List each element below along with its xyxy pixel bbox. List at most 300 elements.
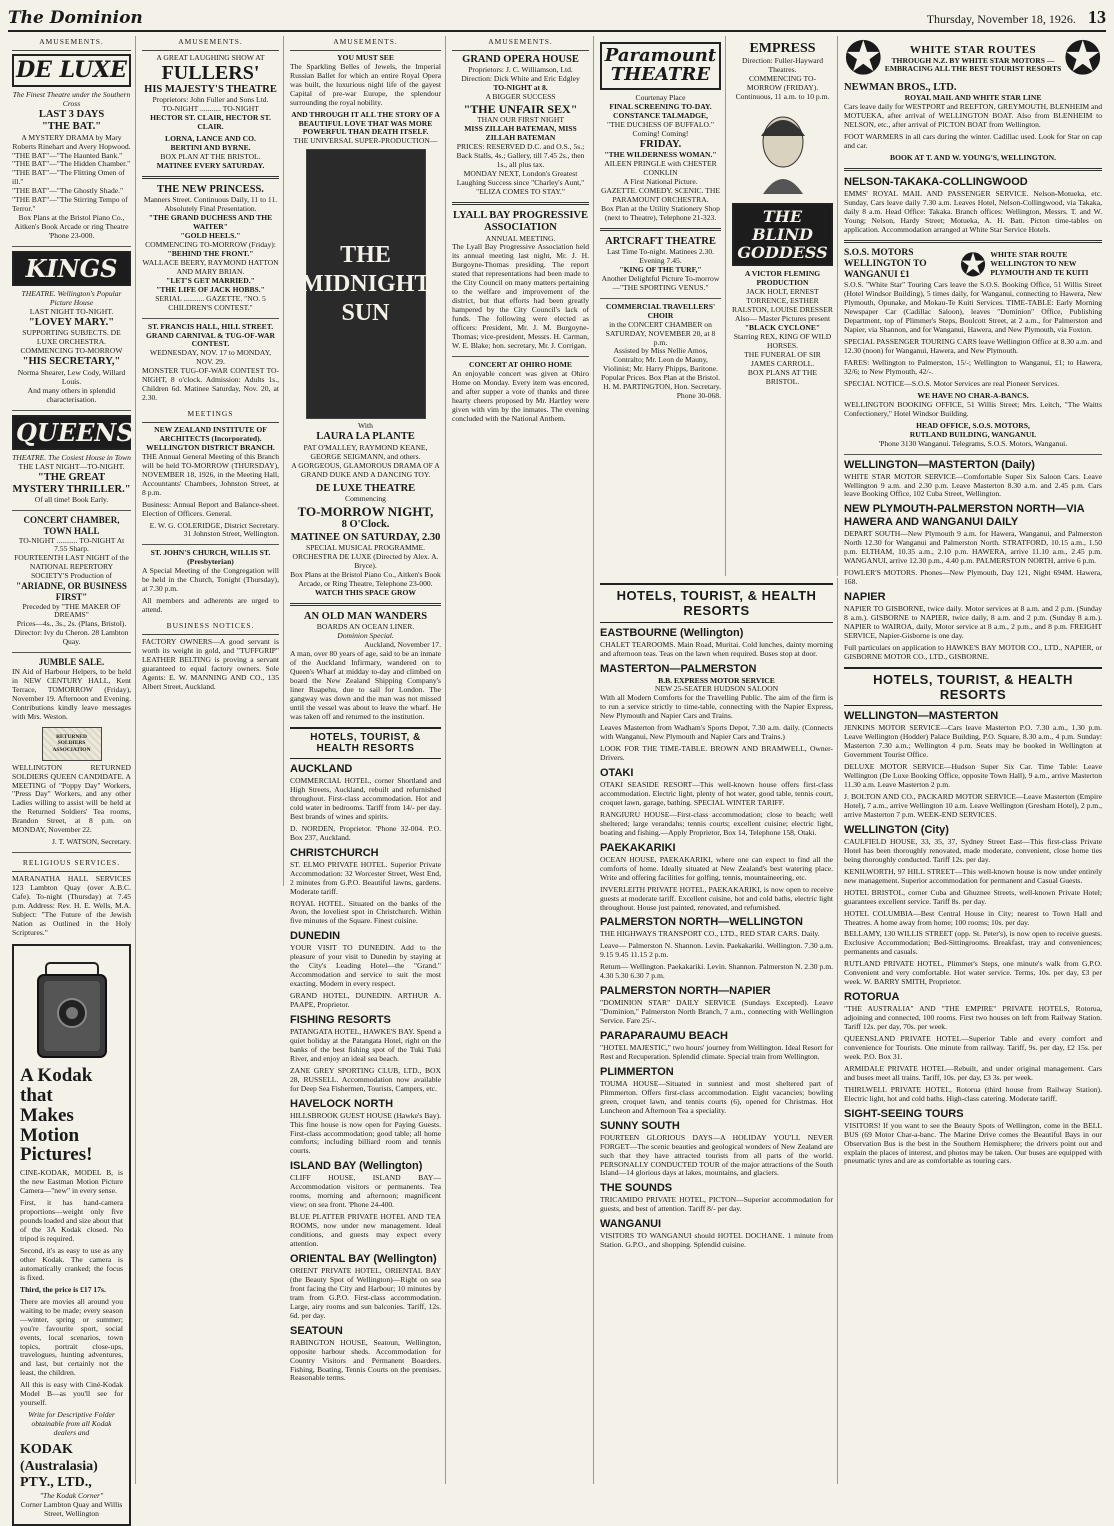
kodak-p2: Second, it's as easy to use as any other Kodak. The camera is automatically cranked; the focus is fixed.: [20, 1246, 123, 1282]
wanderer-sub: BOARDS AN OCEAN LINER.: [316, 622, 415, 632]
artcraft-body: Last Time To-night. Matinees 2.30. Evening 7.45.: [606, 246, 715, 265]
opera-monday: MONDAY NEXT, London's Greatest Laughing Success since "Charley's Aunt," "ELIZA COMES TO STAY.": [456, 168, 585, 196]
princess-desc: Manners Street. Continuous Daily, 11 to 11. Absolutely Final Presentation.: [143, 195, 278, 214]
column-6: [728, 36, 838, 576]
paramount-film-2: "THE WILDERNESS WOMAN.": [604, 149, 717, 159]
business-body: FACTORY OWNERS—A good servant is worth its weight in gold, and "TUFFGRIP" LEATHER BELTING is proving a servant guaranteed to equal factory owners. Sole Agents: E. W. MANNING AND CO., 135 Albert Street, Auckland.: [142, 636, 279, 691]
wanderer-article: [290, 611, 441, 722]
fullers-star: HECTOR ST. CLAIR, HECTOR ST. CLAIR.: [150, 113, 271, 132]
sos-motors-ad: [844, 248, 1102, 449]
town-fishing: FISHING RESORTS: [290, 1014, 391, 1027]
town-seatoun: SEATOUN: [290, 1324, 343, 1337]
kings-support: SUPPORTING SUBJECTS. DE LUXE ORCHESTRA.: [22, 328, 121, 347]
section-header: AMUSEMENTS.: [290, 36, 441, 51]
st-francis-ad: [142, 323, 279, 404]
town-havelock: HAVELOCK NORTH: [290, 1097, 394, 1110]
napier-sign: Full particulars on application to HAWKE'S BAY MOTOR CO., LTD., NAPIER, or GISBORNE MOTOR CO., LTD., GISBORNE.: [844, 642, 1102, 661]
napier-body: "DOMINION STAR" DAILY SERVICE (Sundays Excepted). Leave "Dominion," Palmerston North Branch, 7 a.m., connecting with Wellington Service. Fare 25/-.: [600, 998, 833, 1026]
jumble-body: IN Aid of Harbour Helpers, to be held in NEW CENTURY HALL, Kent Terrace, TOMORROW (Friday), November 19. Afternoon and Evening. Contributions kindly leave messages with Mrs. Weston.: [12, 666, 131, 721]
rsa-sign: J. T. WATSON, Secretary.: [51, 837, 131, 847]
wm2-bolton: J. BOLTON AND CO., PACKARD MOTOR SERVICE—Leave Masterton (Empire Hotel), 7 a.m., arrive Wellington 10 a.m. Leave Wellington (Gresham Hotel), 2 p.m., arrive Masterton 7 p.m. WEEK-END SERVICES.: [844, 792, 1102, 819]
kings-tagline: THEATRE. Wellington's Popular Picture House: [21, 289, 122, 308]
kodak-price: Third, the price is £17 17s.: [20, 1284, 106, 1294]
deluxe-tagline: The Finest Theatre under the Southern Cross: [12, 89, 131, 108]
paekakariki-body: OCEAN HOUSE, PAEKAKARIKI, where one can expect to find all the comforts of home. Ideally situated at New Zealand's best watering place. Write and offering facilities for golfing, tennis, mountaineering, etc.: [600, 854, 833, 882]
empress-cont: Continuous, 11 a.m. to 10 p.m.: [735, 91, 830, 101]
town-christchurch: CHRISTCHURCH: [290, 846, 379, 859]
midnight-music: SPECIAL MUSICAL PROGRAMME. ORCHESTRA DE LUXE (Directed by Alex. A. Bryce).: [292, 542, 439, 570]
princess-cast: WALLACE BEERY, RAYMOND HATTON AND MARY BRIAN.: [142, 257, 279, 276]
must-see: YOU MUST SEE: [337, 52, 394, 62]
newspaper-title: The Dominion: [8, 7, 143, 28]
town-wanganui: WANGANUI: [600, 1218, 662, 1231]
wm2-hudson: DELUXE MOTOR SERVICE—Hudson Super Six Car. Time Table: Leave Wellington (De Luxe Booking Office, opposite Town Hall), 9 a.m., arrive Masterton 11.30 a.m. Leave Masterton 2 p.m.: [844, 762, 1102, 790]
empress-starring: Starring REX, KING OF WILD HORSES.: [733, 331, 832, 350]
paramount-note: A First National Picture.: [623, 176, 698, 186]
queens-tagline: THEATRE. The Cosiest House in Town: [12, 452, 131, 462]
wanderer-title: AN OLD MAN WANDERS: [303, 610, 428, 622]
kodak-model: CINE-KODAK, MODEL B, is the new Eastman Motion Picture Camera—"new" in every sense.: [20, 1168, 123, 1196]
island-body: CLIFF HOUSE, ISLAND BAY—Accommodation visitors or permanents. Tea rooms, morning and afternoon; magnificent view; on sea front. 'Phone 24-400.: [290, 1173, 441, 1210]
nzia-body: THE Annual General Meeting of this Branch will be held TO-MORROW (THURSDAY), NOVEMBER 18, 1926, in the Meeting Hall, Accountants' Chambers, Johnston Street, at 8 p.m.: [142, 451, 279, 497]
white-star-icon: ✪: [844, 33, 883, 84]
sos-charabanc: WE HAVE NO CHAR-A-BANCS.: [917, 390, 1029, 400]
meetings-head: MEETINGS: [142, 408, 279, 423]
rsa-notice: [12, 727, 131, 848]
paramount-last: FINAL SCREENING TO-DAY.: [609, 101, 712, 111]
town-palmerston-wellington: PALMERSTON NORTH—WELLINGTON: [600, 916, 803, 929]
wanderer-place: Auckland, November 17.: [364, 639, 441, 649]
havelock-body: HILLSBROOK GUEST HOUSE (Hawke's Bay). This fine house is now open for Paying Guests. First-class accommodation; good table; all home comforts; including billiard room and tennis courts.: [290, 1110, 441, 1156]
princess-commencing: COMMENCING TO-MORROW (Friday):: [145, 239, 276, 249]
paramount-ad: [600, 42, 721, 223]
town-sight-seeing: SIGHT-SEEING TOURS: [844, 1107, 964, 1120]
deluxe-line: "THE BAT"—"The Stirring Tempo of Terror.": [12, 195, 128, 214]
lyall-title: LYALL BAY PROGRESSIVE ASSOCIATION: [452, 209, 588, 234]
midnight-commencing: Commencing: [345, 493, 386, 503]
midnight-intro: The Sparkling Belles of Jewels, the Imperial Russian Ballet for which an entire Royal Opera was built, the luxurious night life of the gayest Capital of pre-war Europe, the splendour surrounding the royal nobility.: [290, 61, 441, 107]
kings-cast: Norma Shearer, Lew Cody, Willard Louis.: [17, 367, 126, 386]
concert-title: CONCERT CHAMBER, TOWN HALL: [23, 515, 120, 536]
sos-head: HEAD OFFICE, S.O.S. MOTORS,: [916, 420, 1030, 430]
nelson-body: EMMS' ROYAL MAIL AND PASSENGER SERVICE. Nelson-Motueka, etc. Sunday, Cars leave daily 7.30 a.m. Leaves Hotel, Nelson-Collingwood, via Takaka, daily 8 a.m. Head Office: Takaka. Branch offices: Wellington, Messrs. T. and W. Young; Nelson, Hardy Street; Motueka, A. H. Batt. Picton time-tables on application. Accommodation arranged at White Star Service Hotels.: [844, 189, 1102, 234]
wc-kenilworth: KENILWORTH, 97 HILL STREET—This well-known house is now under entirely new management. Superior accommodation for permanent and Casual Guests.: [844, 866, 1102, 885]
masterton-book: LOOK FOR THE TIME-TABLE. BROWN AND BRAMWELL, Owner-Drivers.: [600, 744, 833, 763]
jumble-sale: [12, 657, 131, 721]
sight-body: VISITORS! If you want to see the Beauty Spots of Wellington, come in the BELL BUS (69 Motor Char-a-banc. The Marine Drive comes the Beautiful Bays in our Observation Bus is the best in the Southern Hemisphere; the drivers point out and explain the places of interest, and photos may be taken. Our buses are equipped with pneumatic tyres and are as comfortable as touring cars.: [844, 1120, 1102, 1166]
ohiro-body: An enjoyable concert was given at Ohiro Home on Monday. Every item was encored, and after supper a vote of thanks and three hearty cheers proposed by Mr. Hartley were given with vim by the inmates. The evening concluded with the National Anthem.: [452, 368, 589, 423]
rotorua-thirlwell: THIRLWELL PRIVATE HOTEL, Rotorua (third house from Railway Station). Electric light, hot and cold baths. High-class catering. Moderate tariff.: [844, 1084, 1102, 1103]
choir-prices: Popular Prices. Box Plan at the Bristol.: [601, 373, 720, 383]
midnight-watch: WATCH THIS SPACE GROW: [314, 587, 417, 597]
kodak-p4: There are movies all around you waiting to be made; every season—winter, spring or summer; you're favourite sport, social events, local scenarios, town topics, portrait close-ups, travelogues, hunting adventures, and last, but certainly not the least, the children.: [20, 1296, 123, 1378]
np-sign: FOWLER'S MOTORS. Phones—New Plymouth, Day 121, Night 694M. Hawera, 168.: [844, 568, 1102, 587]
dunedin-body: YOUR VISIT TO DUNEDIN. Add to the pleasure of your visit to Dunedin by staying at the City's Leading Hotel—the "Grand." Accommodation and service to suit the most exacting. Modern in every respect.: [290, 943, 441, 989]
midnight-through: AND THROUGH IT ALL THE STORY OF A BEAUTIFUL LOVE THAT WAS MORE POWERFUL THAN DEATH ITSELF.: [291, 109, 440, 137]
opera-dir: Direction: Dick White and Eric Edgley: [461, 74, 580, 84]
sos-body: S.O.S. "White Star" Touring Cars leave the S.O.S. Booking Office, 51 Willis Street (Hotel Windsor Building), 5 times daily, for Wanganui, connecting to Hawera, New Plymouth, Opunake, and Mokau-Te Kuiti Services. TIME-TABLE: Early Morning Newspaper Car (Cadillac Saloon), leaves "Dominion" Office, Publishing Department, top of Plimmer's Steps, Boulcott Street, at 2 a.m., for Palmerston and Napier, via Shannon, and for Wanganui, Hawera, and New Plymouth, via Foxton.: [844, 280, 1102, 335]
seatoun-body: RABINGTON HOUSE, Seatoun, Wellington, opposite harbour sheds. Accommodation for Country Visitors and Permanent Boarders. Fishing, Boating, Tennis Courts on the premises. Reasonable terms.: [290, 1337, 441, 1383]
opera-cast: MISS ZILLAH BATEMAN, MISS ZILLAH BATEMAN: [464, 124, 577, 143]
section-header: AMUSEMENTS.: [142, 36, 279, 51]
fullers-prop: Proprietors: John Fuller and Sons Ltd.: [152, 95, 269, 105]
princess-film-2: "GOLD HEELS.": [180, 230, 241, 240]
wm2-body: JENKINS MOTOR SERVICE—Cars leave Masterton P.O. 7.30 a.m., 1.30 p.m. Leave Wellington (Hodder) Palace Building, P.O. Square, 8.30 a.m., 4 p.m. Sunday: Masterton 7.30 a.m.; Wellington 4 p.m. Seats may be booked in Wellington at Government Tourist Office.: [844, 723, 1102, 760]
palmerston-return: Return— Wellington. Paekakariki. Levin. Shannon. Palmerston N. 2.30 p.m. 4.30 5.30 6.30 7 p.m.: [600, 962, 833, 981]
empress-portrait: [743, 104, 823, 200]
np-body: DEPART SOUTH—New Plymouth 9 a.m. for Hawera, Wanganui, and Palmerston North 12.30 for Wanganui and Palmerston North. STRATFORD, 10.15 a.m., 1.50 p.m. ELTHAM, 10.35 a.m., 2.10 p.m. HAWERA, arrive 11.10 a.m., 2.45 p.m. WANGANUI, arrive 12.30 p.m., 4.40 p.m. PALMERSTON NORTH, arrive 6 p.m.: [844, 529, 1102, 566]
sos-right: WHITE STAR ROUTE WELLINGTON TO NEW PLYMOUTH AND TE KUITI: [990, 250, 1089, 278]
town-oriental-bay: ORIENTAL BAY (Wellington): [290, 1252, 437, 1265]
opera-than: THAN OUR FIRST NIGHT: [477, 115, 564, 125]
empress-cast: JACK HOLT, ERNEST TORRENCE, ESTHER RALSTON, LOUISE DRESSER: [732, 287, 833, 315]
fullers-acts: LORNA, LANCE AND CO.: [165, 133, 256, 143]
town-island-bay: ISLAND BAY (Wellington): [290, 1160, 423, 1173]
dunedin-sign: GRAND HOTEL, DUNEDIN. ARTHUR A. PAAPE, Proprietor.: [290, 991, 441, 1010]
artcraft-title: ARTCRAFT THEATRE: [605, 235, 716, 247]
ohiro-title: CONCERT AT OHIRO HOME: [469, 359, 572, 369]
masterton-leaves: Leaves Masterton from Wadham's Sports Depot, 7.30 a.m. daily. (Connects with Wanganui, New Plymouth and Napier Cars and Trains.): [600, 723, 833, 742]
wc-bristol: HOTEL BRISTOL, corner Cuba and Ghuznee Streets, well-known Private Hotel; guarantees excellent service. Tariff 8s. per day.: [844, 887, 1102, 906]
choir-sign: H. M. PARTINGTON, Hon. Secretary. Phone 30-068.: [603, 382, 721, 401]
kodak-p1: First, it has hand-camera proportions—weight only five pounds loaded and size about that of the 3A Kodak closed. No tripod is required.: [20, 1198, 123, 1244]
empress-also: Also— Master Pictures present: [734, 314, 831, 323]
paramount-cast: AILEEN PRINGLE with CHESTER CONKLIN: [604, 158, 717, 177]
masterton-note: NEW 25-SEATER HUDSON SALOON: [654, 684, 779, 694]
midnight-time: 8 O'Clock.: [341, 519, 390, 531]
kings-last: LAST NIGHT TO-NIGHT.: [29, 307, 114, 317]
concert-play: "ARIADNE, OR BUSINESS FIRST": [16, 581, 127, 602]
fishing-zane: ZANE GREY SPORTING CLUB, LTD., BOX 28, RUSSELL. Accommodation now available for Deep Sea Fishermen, Tourists, Campers, etc.: [290, 1065, 441, 1093]
religious-head: RELIGIOUS SERVICES.: [12, 857, 131, 872]
empress-maker: A VICTOR FLEMING PRODUCTION: [744, 269, 821, 288]
kodak-p5: All this is easy with Ciné-Kodak Model B—as you'll see for yourself.: [20, 1380, 123, 1408]
town-wellington-masterton-daily: WELLINGTON—MASTERTON (Daily): [844, 458, 1035, 471]
sos-notice: SPECIAL NOTICE—S.O.S. Motor Services are real Pioneer Services.: [844, 378, 1060, 388]
palmerston-sub: THE HIGHWAYS TRANSPORT CO., LTD., RED STAR CARS. Daily.: [600, 929, 820, 939]
queens-ad: [12, 415, 134, 506]
wc-columbia: HOTEL COLUMBIA—Best Central House in City; nearest to Town Hall and Theatres. A home away from home; 100 rooms; 10s. per day.: [844, 908, 1102, 927]
town-dunedin: DUNEDIN: [290, 930, 341, 943]
concert-when: TO-NIGHT ........... TO-NIGHT At 7.55 Sharp.: [18, 535, 125, 554]
fullers-bertini: BERTINI AND BYRNE.: [170, 142, 251, 152]
opera-house-ad: [452, 54, 589, 197]
lyall-body: The Lyall Bay Progressive Association held its annual meeting last night, Mr. J. H. Burgoyne-Thomas presiding. The report stated that representations had been made to the City Council on many matters pertaining to the welfare and improvement of the district, but that efforts had been greatly hampered by the City Council's lack of funds. The following were elected as officers: President, Mr. J. M. Burgoyne-Thomas; vice-president, Messrs. H. Carman, W. E. Blake; hon. secretary, Mr. J. Corrigan.: [452, 242, 589, 350]
wm-body: WHITE STAR MOTOR SERVICE—Comfortable Super Six Saloon Cars. Leave Wellington 9 a.m. and 2.30 p.m. Leave Masterton 8.30 a.m. and 2.45 p.m. Cars leave Booking Office, 102 Cuba Street, Wellington.: [844, 471, 1102, 499]
deluxe-line: "THE BAT"—"The Flitting Omen of ill.": [12, 168, 125, 187]
kodak-address: Corner Lambton Quay and Willis Street, Wellington: [20, 1499, 123, 1518]
kings-film-2: "HIS SECRETARY,": [22, 356, 121, 368]
sos-title: S.O.S. MOTORS WELLINGTON TO WANGANUI £1: [844, 247, 927, 281]
nzia-notice: [142, 426, 279, 539]
eastbourne-body: CHALET TEAROOMS. Main Road, Muritai. Cold lunches, dainty morning and afternoon teas. Teas on the lawn when required. Buses stop at door.: [600, 639, 833, 658]
princess-serial: SERIAL ........... GAZETTE. "NO. 5 CHILDREN'S CONTEST.": [155, 293, 266, 312]
hotels-section-wide: [596, 578, 838, 1484]
business-head: BUSINESS NOTICES.: [142, 620, 279, 635]
white-star-ad: [844, 33, 1102, 163]
town-rotorua: ROTORUA: [844, 991, 900, 1004]
deluxe-line: "THE BAT"—"The Ghostly Shade.": [12, 186, 124, 196]
town-masterton-palmerston: MASTERTON—PALMERSTON: [600, 662, 757, 675]
empress-title: EMPRESS: [749, 41, 816, 56]
fullers-theatre: HIS MAJESTY'S THEATRE: [144, 83, 277, 95]
nzia-sign: E. W. G. COLERIDGE, District Secretary. 31 Johnston Street, Wellington.: [149, 520, 279, 539]
queens-note: Of all time! Book Early.: [34, 495, 109, 505]
paramount-plans: Box Plan at the Utility Stationery Shop (next to Theatre), Telephone 21-323.: [601, 203, 720, 222]
opera-title: GRAND OPERA HOUSE: [462, 53, 579, 65]
white-star-icon: ✪: [1063, 33, 1102, 84]
hotels-header: HOTELS, TOURIST, & HEALTH RESORTS: [600, 583, 833, 623]
paramount-friday: FRIDAY.: [639, 138, 682, 150]
fullers-tonight: TO-NIGHT ........... TO-NIGHT: [162, 104, 259, 114]
rsa-badge: [42, 727, 102, 761]
town-otaki: OTAKI: [600, 767, 634, 780]
st-johns-note: All members and adherents are urged to attend.: [142, 596, 279, 615]
choir-ad: [600, 303, 721, 401]
queens-film: "THE GREAT MYSTERY THRILLER.": [12, 471, 131, 495]
oriental-body: ORIENT PRIVATE HOTEL, ORIENTAL BAY (the Beauty Spot of Wellington)—Right on sea front facing the City and Harbour; 10 minutes by tram from G.P.O. First-class accommodation. Large, airy rooms and sun balconies. Tariff, 12s. 6d. per day.: [290, 1265, 441, 1320]
st-francis-body: MONSTER TUG-OF-WAR CONTEST TO-NIGHT, 8 o'clock. Admission: Adults 1s., Children 6d. Matinee Saturday, Nov. 20, at 2.30.: [142, 366, 279, 403]
town-wellington-masterton: WELLINGTON—MASTERTON: [844, 710, 999, 723]
rotorua-queensland: QUEENSLAND PRIVATE HOTEL—Superior Table and every comfort and convenience for Tourists. One minute from railway. Tariff, 9s. per day, £2 15s. per week. P.O. Box 31.: [844, 1034, 1102, 1061]
kings-more: And many others in splendid characterisation.: [27, 385, 116, 404]
auckland-body: COMMERCIAL HOTEL, corner Shortland and High Streets, Auckland, rebuilt and refurnished throughout. First-class accommodation. Hot and cold water in bedrooms. Tariff from 14/- per day. Best brands of wines and spirits.: [290, 776, 441, 821]
st-johns-title: ST. JOHN'S CHURCH, WILLIS ST. (Presbyterian): [150, 548, 271, 567]
town-nelson: NELSON-TAKAKA-COLLINGWOOD: [844, 176, 1028, 189]
midnight-sun-ad: [290, 54, 441, 598]
island-blue: BLUE PLATTER PRIVATE HOTEL AND TEA ROOMS, now under new management. Ideal conditions, and guests may expect every attention.: [290, 1212, 441, 1249]
empress-funeral: THE FUNERAL OF SIR JAMES CARROLL.: [744, 349, 821, 368]
paramount-star: CONSTANCE TALMADGE,: [613, 110, 708, 120]
fullers-top: A GREAT LAUGHING SHOW AT: [156, 52, 265, 62]
column-4: [448, 36, 594, 1484]
midnight-when: TO-MORROW NIGHT,: [297, 503, 434, 519]
newman-bros: NEWMAN BROS., LTD.: [844, 82, 957, 93]
column-7: [840, 33, 1106, 1484]
deluxe-desc: A MYSTERY DRAMA by Mary Roberts Rinehart and Avery Hopwood.: [12, 132, 131, 151]
town-wellington-city: WELLINGTON (City): [844, 823, 949, 836]
deluxe-film: "THE BAT.": [41, 121, 102, 133]
deluxe-plans: Box Plans at the Bristol Piano Co., Aitken's Book Arcade or ring Theatre 'Phone 23-000.: [14, 213, 129, 241]
fishing-body: PATANGATA HOTEL, HAWKE'S BAY. Spend a quiet holiday at the Patangata Hotel, right on the banks of the best fishing spot of the Tuki Tuki River, and enjoy an ideal sea beach.: [290, 1026, 441, 1063]
sos-special: SPECIAL PASSENGER TOURING CARS leave Wellington Office at 8.30 a.m. and 12.30 (noon) for Wanganui, Hawera, and New Plymouth.: [844, 337, 1102, 356]
kodak-ad: [12, 944, 131, 1526]
town-auckland: AUCKLAND: [290, 763, 353, 776]
fullers-box: BOX PLAN AT THE BRISTOL.: [160, 151, 261, 161]
queens-last: THE LAST NIGHT—TO-NIGHT.: [18, 461, 125, 471]
princess-film-5: "THE LIFE OF JACK HOBBS.": [156, 284, 265, 294]
st-johns-body: A Special Meeting of the Congregation will be held in the Church, Tonight (Thursday), at 7.30 p.m.: [142, 566, 279, 594]
kodak-corner: "The Kodak Corner": [39, 1490, 104, 1500]
column-5: [596, 36, 726, 576]
kings-logo: KINGS: [12, 251, 131, 286]
plimmerton-body: TOUMA HOUSE—Situated in sunniest and most sheltered part of Plimmerton. Offers first-class accommodation. Eight vacancies; bowling green, croquet lawn, and tennis courts (6), opened for Christmas. Hot Luncheon and Afternoon Tea a speciality.: [600, 1078, 833, 1115]
princess-ad: [142, 184, 279, 313]
column-1: [8, 36, 136, 1518]
st-francis-sub: GRAND CARNIVAL & TUG-OF-WAR CONTEST.: [145, 330, 276, 349]
st-francis-when: WEDNESDAY, NOV. 17 to MONDAY, NOV. 29.: [149, 348, 272, 367]
town-plimmerton: PLIMMERTON: [600, 1065, 674, 1078]
town-palmerston-napier: PALMERSTON NORTH—NAPIER: [600, 985, 771, 998]
town-paraparaumu: PARAPARAUMU BEACH: [600, 1030, 728, 1043]
princess-title: THE NEW PRINCESS.: [157, 183, 264, 195]
palmerston-table: Leave— Palmerston N. Shannon. Levin. Paekakariki. Wellington. 7.30 a.m. 9.15 9.45 11.15 2 p.m.: [600, 941, 833, 960]
christchurch-royal: ROYAL HOTEL. Situated on the banks of the Avon, the loveliest spot in Christchurch. Within five minutes of the Square. Finest cuisine.: [290, 898, 441, 926]
camera-illustration: [24, 955, 120, 1063]
midnight-tagline: A GORGEOUS, GLAMOROUS DRAMA OF A GRAND DUKE AND A DANCING TOY.: [291, 460, 440, 479]
queens-logo: QUEENS: [12, 415, 131, 450]
paramount-film: "THE DUCHESS OF BUFFALO.": [607, 119, 714, 129]
artcraft-film: "KING OF THE TURF,": [619, 264, 702, 274]
page-number: 13: [1088, 6, 1106, 27]
princess-film-3: "BEHIND THE FRONT.": [167, 248, 254, 258]
kings-film: "LOVEY MARY.": [28, 317, 115, 329]
empress-film-2: "BLACK CYCLONE": [744, 322, 821, 332]
rsa-body: WELLINGTON RETURNED SOLDIERS QUEEN CANDIDATE. A MEETING of "Poppy Day" Workers, "Press Day" Workers, and any other Ladies willing to assist will be held at the Returned Soldiers' Tea rooms, Brandon Street, at 8 p.m. on MONDAY, November 22.: [12, 762, 131, 835]
town-new-plymouth: NEW PLYMOUTH-PALMERSTON NORTH—VIA HAWERA AND WANGANUI DAILY: [844, 503, 1085, 529]
column-2: [138, 36, 284, 886]
wanderer-dateline: Dominion Special.: [337, 630, 394, 640]
concert-prices: Prices—4s., 3s., 2s. (Plans, Bristol). Director: Ivy du Cheron. 28 Lambton Quay.: [14, 619, 129, 647]
hotels-header: HOTELS, TOURIST, & HEALTH RESORTS: [290, 727, 441, 760]
midnight-theatre: DE LUXE THEATRE: [315, 482, 416, 494]
kodak-headline-1: A Kodak that: [20, 1064, 93, 1106]
midnight-matinee: MATINEE ON SATURDAY, 2.30: [290, 531, 441, 543]
hotels-header: HOTELS, TOURIST, & HEALTH RESORTS: [844, 667, 1102, 707]
concert-preceded: Preceded by "THE MAKER OF DREAMS": [22, 601, 121, 620]
choir-assisted: Assisted by Miss Nellie Amos, Contralto; Mr. Leon de Mauny, Violinist; Mr. Harry Phipps, Baritone.: [603, 346, 718, 374]
sos-rutland: RUTLAND BUILDING, WANGANUI.: [909, 429, 1037, 439]
white-star-body: Cars leave daily for WESTPORT and REEFTON, GREYMOUTH, BLENHEIM and MOTUEKA, after arrival of WELLINGTON BOAT. Also from BLENHEIM to NELSON, etc., after arrival of PICTON BOAT from Wellington.: [844, 102, 1102, 130]
otaki-rangiuru: RANGIURU HOUSE—First-class accommodation; close to beach; well sheltered; large verandahs; tennis courts; excellent cuisine; electric light, boating and fishing.—Apply Proprietor, Box 14, Telephone 158, Otaki.: [600, 809, 833, 837]
white-star-book: BOOK AT T. AND W. YOUNG'S, WELLINGTON.: [890, 153, 1056, 163]
religious-services: [12, 857, 131, 938]
town-napier: NAPIER: [844, 591, 886, 604]
sos-office: WELLINGTON BOOKING OFFICE, 51 Willis Street; Mrs. Leitch, "The Waitts Confectionery," Hotel Windsor Building.: [844, 399, 1102, 418]
rsa-badge-text: RETURNED SOLDIERS ASSOCIATION: [52, 733, 91, 753]
jumble-title: JUMBLE SALE.: [38, 657, 105, 668]
sunny-body: FOURTEEN GLORIOUS DAYS—A HOLIDAY YOU'LL NEVER FORGET—The scenic beauties and geological wonders of New Zealand are such that they have attracted tourists from all parts of the world. PERSONALLY CONDUCTED TOUR of the major attractions of the South Island—14 glorious days at lakes, mountains, and glaciers.: [600, 1132, 833, 1178]
fullers-name: FULLERS': [161, 61, 260, 84]
kodak-headline-2: Makes Motion Pictures!: [20, 1104, 93, 1166]
napier-body: NAPIER TO GISBORNE, twice daily. Motor services at 8 a.m. and 2 p.m. (Sunday 8 a.m.). GISBORNE to NAPIER, twice daily, 8 a.m. and 2 p.m. (Sunday 8 a.m.). NAPIER to WAIROA, daily, Motor service at 8 a.m., 2 p.m., and 8 p.m. FREIGHT SERVICE, Napier-Gisborne is one day.: [844, 604, 1102, 640]
white-star-head: WHITE STAR ROUTES: [909, 43, 1037, 56]
sos-phone: 'Phone 3130 Wanganui. Telegrams, S.O.S. Motors, Wanganui.: [878, 438, 1068, 448]
choir-title: COMMERCIAL TRAVELLERS' CHOIR: [605, 301, 716, 320]
deluxe-ad: [12, 54, 131, 241]
midnight-star: LAURA LA PLANTE: [316, 431, 415, 443]
kings-ad: [12, 251, 131, 404]
section-header: AMUSEMENTS.: [452, 36, 589, 51]
empress-dir: Direction: Fuller-Hayward Theatres.: [741, 55, 824, 74]
midnight-title: THE MIDNIGHT SUN: [301, 242, 431, 326]
midnight-plans: Box Plans at the Bristol Piano Co., Aitken's Book Arcade, or Ring Theatre, Telephone 23-000.: [290, 569, 441, 588]
deluxe-days: LAST 3 DAYS: [38, 108, 105, 120]
town-sunny-south: SUNNY SOUTH: [600, 1119, 680, 1132]
kodak-company: KODAK (Australasia) PTY., LTD.,: [20, 1442, 98, 1491]
white-star-foot: FOOT WARMERS in all cars during the winter. Cadillac used. Look for Star on cap and car.: [844, 132, 1102, 151]
empress-film: THE BLIND GODDESS: [732, 203, 833, 266]
artcraft-more: Another Delightful Picture To-morrow—"THE SPORTING VENUS.": [601, 273, 720, 292]
wanganui-body: VISITORS TO WANGANUI should HOTEL DOCHANE. 1 minute from Station. G.P.O., and shopping. Splendid cuisine.: [600, 1231, 833, 1250]
opera-play: "THE UNFAIR SEX": [463, 102, 578, 117]
nzia-branch: WELLINGTON DISTRICT BRANCH.: [146, 442, 275, 452]
opera-prop: Proprietors: J. C. Williamson, Ltd.: [468, 65, 573, 75]
st-francis-title: ST. FRANCIS HALL, HILL STREET.: [147, 321, 274, 331]
deluxe-line: "THE BAT"—"The Haunted Bank.": [12, 150, 123, 160]
religious-body: MARANATHA HALL SERVICES 123 Lambton Quay (over A.B.C. Cafe). To-night (Thursday) at 7.45 p.m. Address: Rev. H. E. Wells, M.A. Subject: "The Future of the Jewish Nation as Outlined in the Holy Scriptures.": [12, 874, 131, 937]
opera-bigger: A BIGGER SUCCESS: [485, 92, 556, 102]
paramount-logo: Paramount THEATRE: [600, 42, 721, 90]
nzia-business: Business: Annual Report and Balance-sheet. Election of Officers. General.: [142, 499, 279, 518]
auckland-sign: D. NORDEN, Proprietor. 'Phone 32-004. P.O. Box 237, Auckland.: [290, 823, 441, 842]
masterton-sub: B.B. EXPRESS MOTOR SERVICE: [658, 675, 775, 685]
column-3: [286, 36, 446, 1484]
masthead: [8, 4, 1106, 32]
sos-fares: FARES: Wellington to Palmerston, 15/-; Wellington to Wanganui, £1; to Hawera, 32/6; to New Plymouth, 42/-.: [844, 358, 1102, 376]
wc-body: CAULFIELD HOUSE, 33, 35, 37, Sydney Street East—This first-class Private Hotel has been thoroughly renovated, made moderate, convenient, close home ties being thoroughly conducted. Tariff 12s. per day.: [844, 836, 1102, 864]
princess-film-1: "THE GRAND DUCHESS AND THE WAITER": [148, 213, 273, 232]
sos-star-icon: ✪: [959, 246, 987, 283]
ohiro-article: [452, 361, 589, 424]
kings-coming: COMMENCING TO-MORROW: [20, 346, 123, 356]
royal-mail: ROYAL MAIL AND WHITE STAR LINE: [904, 93, 1042, 103]
empress-ad: [732, 42, 833, 387]
town-paekakariki: PAEKAKARIKI: [600, 841, 676, 854]
deluxe-logo: DE LUXE: [12, 54, 131, 87]
wc-bellamy: BELLAMY, 130 WILLIS STREET (opp. St. Peter's), is now open to receive guests. Exclusive Accommodation; Bed-Sittingrooms. Breakfast, tray and conveniences; permanents and casuals.: [844, 929, 1102, 957]
midnight-sun-poster: [301, 149, 431, 419]
nzia-title: NEW ZEALAND INSTITUTE OF ARCHITECTS (Incorporated).: [154, 424, 267, 443]
fullers-matinee: MATINEE EVERY SATURDAY.: [156, 160, 265, 170]
rotorua-body: "THE AUSTRALIA" AND "THE EMPIRE" PRIVATE HOTELS, Rotorua, adjoining and connected, 100 rooms. First two houses on left from Railway Station. Tariff 12s. per day, 70s. per week.: [844, 1004, 1102, 1032]
issue-date: Thursday, November 18, 1926.: [926, 11, 1076, 26]
rotorua-armidale: ARMIDALE PRIVATE HOTEL—Rebuilt, and under original management. Cars and buses meet all trains. Tariff, 10s. per day, £3 3s. per week.: [844, 1063, 1102, 1082]
artcraft-ad: [600, 236, 721, 293]
paekakariki-inverleith: INVERLEITH PRIVATE HOTEL, PAEKAKARIKI, is now open to receive guests at moderate tariff. Excellent cuisine, hot and cold baths, electric light throughout. House just painted, renovated, and refurnished.: [600, 884, 833, 912]
lyall-bay-article: [452, 210, 589, 351]
christchurch-body: ST. ELMO PRIVATE HOTEL. Superior Private Accommodation: 32 Worcester Street, West End, 2 minutes from G.P.O. Beautiful lawns, gardens. Moderate tariff.: [290, 859, 441, 896]
princess-film-4: "LET'S GET MARRIED.": [166, 275, 255, 285]
paraparaumu-body: "HOTEL MAJESTIC," two hours' journey from Wellington. Ideal Resort for Rest and Recuperation. Splendid climate. Special train from Wellington.: [600, 1042, 833, 1061]
deluxe-line: "THE BAT"—"The Hidden Chamber.": [12, 159, 131, 169]
wc-rutland: RUTLAND PRIVATE HOTEL, Plimmer's Steps, one minute's walk from G.P.O. Convenient and very comfortable. Hot water service. Terms, 10s. per day, £3 per week. W. BARRY SMITH, Proprietor.: [844, 959, 1102, 987]
masterton-body: With all Modern Comforts for the Travelling Public. The aim of the firm is to run a service strictly to time-table, connecting with the Napier Express, New Plymouth and Napier Cars and Trains.: [600, 693, 833, 721]
paramount-place: Courtenay Place: [635, 92, 686, 102]
wanderer-body: A man, over 80 years of age, said to be an inmate of the Auckland Infirmary, wandered on to Queen's Wharf at midday to-day and climbed on board the New Zealand Shipping Company's liner Ruapehu, due to sail for London. The gangway was down and the man was not missed until the vessel was about to leave the wharf. He was taken off and returned to the institution.: [290, 648, 441, 721]
opera-prices: PRICES: RESERVED D.C. and O.S., 5s.; Back Stalls, 4s.; Gallery, till 7.45 2s., then 1s., all plus tax.: [456, 142, 585, 169]
sounds-body: TRICAMIDO PRIVATE HOTEL, PICTON—Superior accommodation for guests, and best of attention. Tariff 8/- per day.: [600, 1195, 833, 1214]
choir-body: in the CONCERT CHAMBER on SATURDAY, NOVEMBER 20, at 8 p.m.: [605, 319, 716, 347]
opera-tonight: TO-NIGHT at 8.: [493, 83, 548, 93]
midnight-with: With: [358, 421, 373, 431]
midnight-cast: PAT O'MALLEY, RAYMOND KEANE, GEORGE SEIGMANN, and others.: [303, 442, 428, 461]
town-eastbourne: EASTBOURNE (Wellington): [600, 626, 744, 639]
town-sounds: THE SOUNDS: [600, 1182, 673, 1195]
kodak-write: Write for Descriptive Folder obtainable from all Kodak dealers and: [28, 1410, 115, 1438]
midnight-universal: THE UNIVERSAL SUPER-PRODUCTION—: [293, 136, 438, 146]
lyall-sub: ANNUAL MEETING.: [485, 233, 556, 243]
st-johns-notice: [142, 549, 279, 615]
concert-body: FOURTEENTH LAST NIGHT of the NATIONAL REPERTORY SOCIETY'S Production of: [14, 553, 129, 581]
concert-chamber-ad: [12, 515, 131, 647]
fullers-ad: [142, 54, 279, 171]
section-header: AMUSEMENTS.: [12, 36, 131, 51]
paramount-coming: Coming! Coming!: [632, 128, 689, 138]
empress-commencing: COMMENCING TO-MORROW (FRIDAY).: [746, 73, 819, 92]
otaki-body: OTAKI SEASIDE RESORT—This well-known house offers first-class accommodation. Electric light, plenty of hot water, good table, tennis court, croquet lawn, garage, bathing. SPECIAL WINTER TARIFF.: [600, 780, 833, 807]
empress-plans: BOX PLANS AT THE BRISTOL.: [747, 367, 818, 386]
